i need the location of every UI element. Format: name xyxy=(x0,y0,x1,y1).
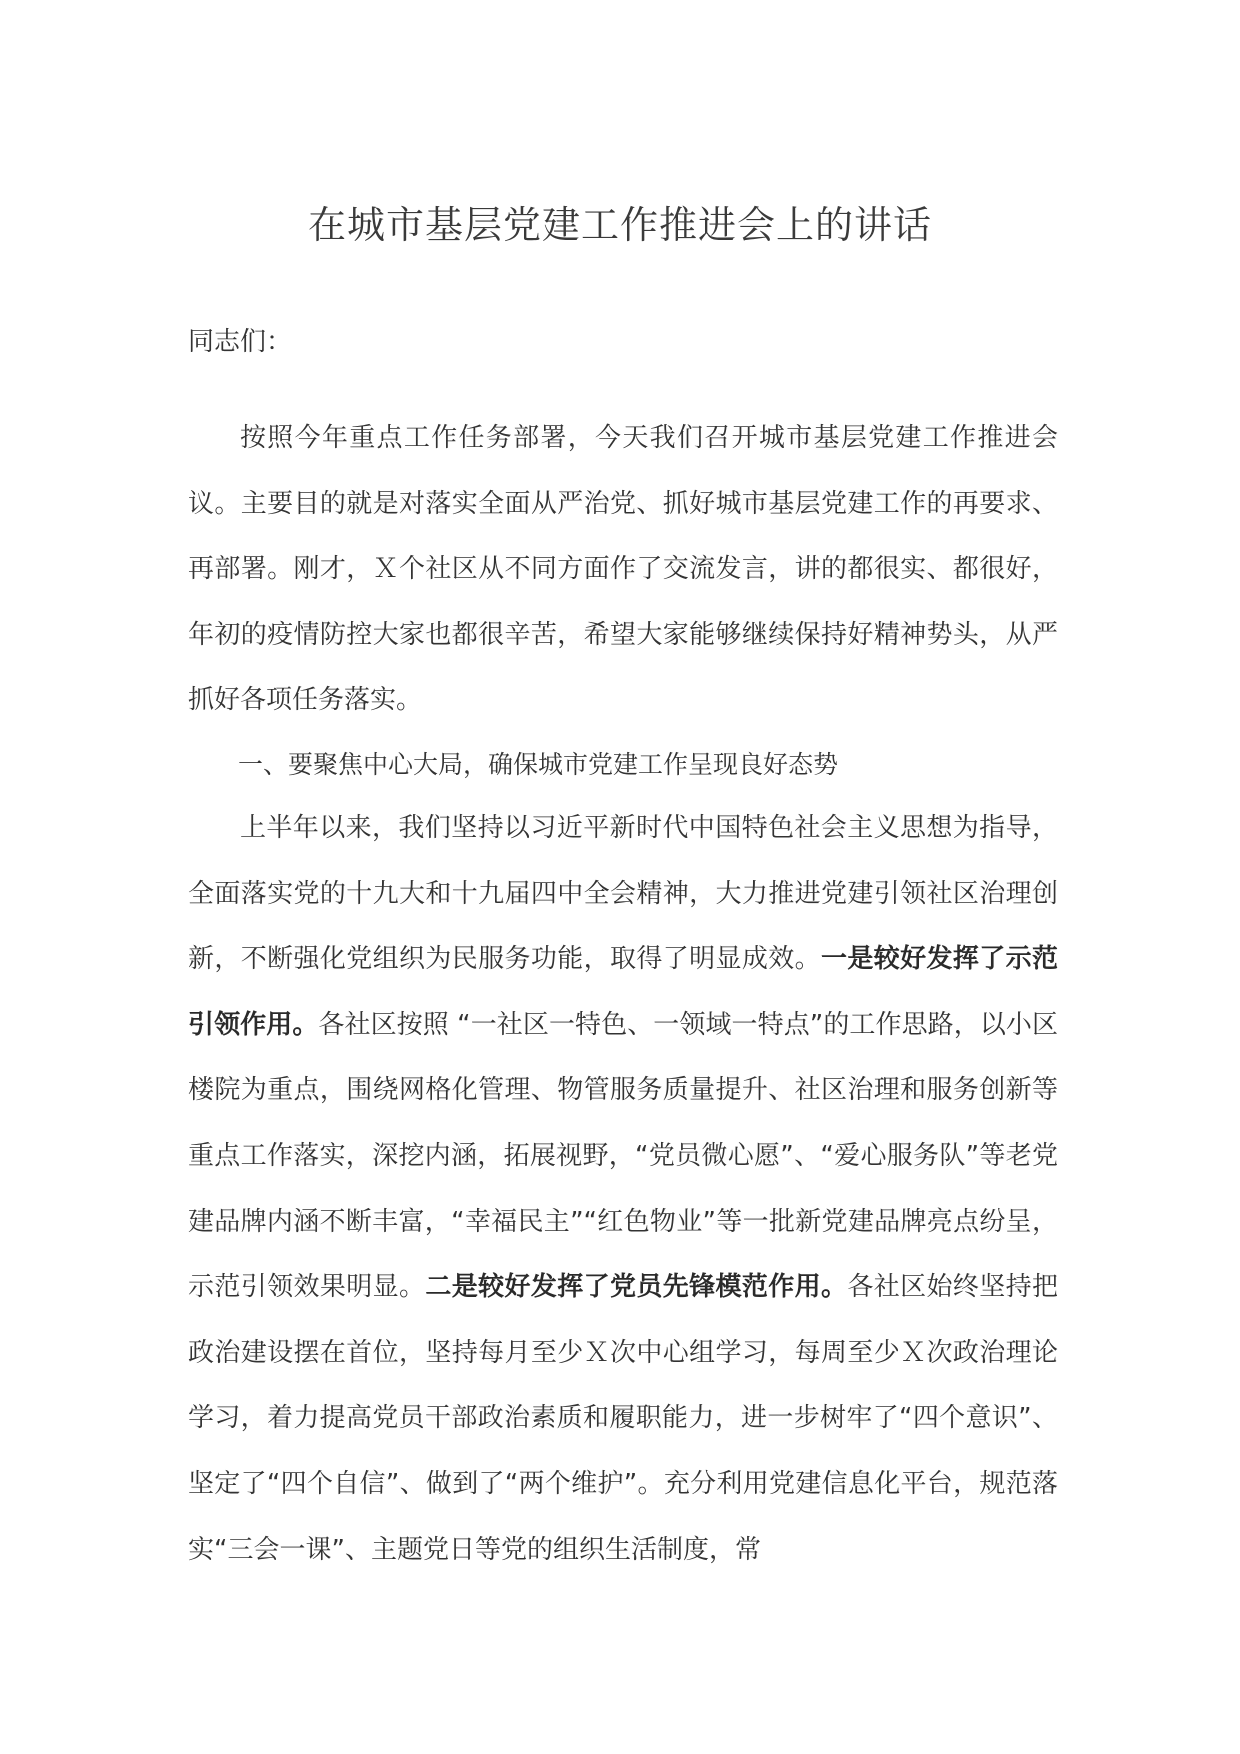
salutation: 同志们： xyxy=(188,327,293,357)
document-title: 在城市基层党建工作推进会上的讲话 xyxy=(307,203,932,247)
section-heading-1: 一、要聚焦中心大局，确保城市党建工作呈现良好态势 xyxy=(238,749,839,779)
point-1-label: 一是较好发挥了示范引领作用。 xyxy=(188,944,1058,1040)
paragraph-achievements xyxy=(188,796,1058,1583)
document-body xyxy=(188,406,1058,1583)
point-2-text: 各社区始终坚持把政治建设摆在首位，坚持每月至少Ｘ次中心组学习，每周至少Ｘ次政治理论学习，着力提高党员干部政治素质和履职能力，进一步树牢了“四个意识”、坚定了“四个自信”、做到了“两个维护”。充分利用党建信息化平台，规范落实“三会一课”、主题党日等党的组织生活制度，常 xyxy=(188,1272,1058,1565)
point-1-text: 各社区按照 “一社区一特色、一领域一特点”的工作思路，以小区楼院为重点，围绕网格化管理、物管服务质量提升、社区治理和服务创新等重点工作落实，深挖内涵，拓展视野，“党员微心愿”、“爱心服务队”等老党建品牌内涵不断丰富，“幸福民主”“红色物业”等一批新党建品牌亮点纷呈，示范引领效果明显。 xyxy=(188,1009,1058,1303)
point-2-label: 二是较好发挥了党员先锋模范作用。 xyxy=(425,1272,848,1303)
paragraph-opening: 按照今年重点工作任务部署，今天我们召开城市基层党建工作推进会议。主要目的就是对落实全面从严治党、抓好城市基层党建工作的再要求、再部署。刚才，Ｘ个社区从不同方面作了交流发言，讲的都很实、都很好，年初的疫情防控大家也都很辛苦，希望大家能够继续保持好精神势头，从严抓好各项任务落实。 xyxy=(188,423,1058,716)
paragraph-intro-text: 上半年以来，我们坚持以习近平新时代中国特色社会主义思想为指导，全面落实党的十九大和十九届四中全会精神，大力推进党建引领社区治理创新，不断强化党组织为民服务功能，取得了明显成效。 xyxy=(188,812,1058,975)
